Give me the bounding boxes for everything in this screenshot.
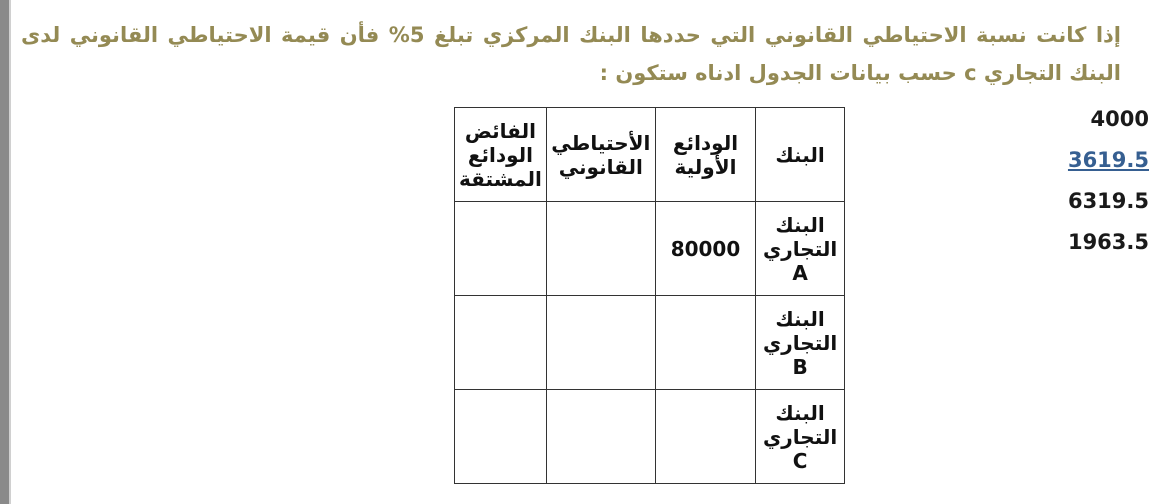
bank-letter: B (792, 354, 808, 379)
cell-bank (756, 390, 845, 484)
cell-excess-derived (455, 390, 547, 484)
cell-initial-deposits (655, 390, 755, 484)
left-border-bar (0, 0, 9, 504)
header-legal-reserve: الأحتياطي القانوني (546, 108, 655, 202)
header-bank: البنك (756, 108, 845, 202)
table-row (455, 296, 845, 390)
answer-options (999, 104, 1149, 268)
cell-initial-deposits: 80000 (655, 202, 755, 296)
header-initial-deposits: الودائع الأولية (655, 108, 755, 202)
bank-letter: C (792, 448, 808, 473)
table-header-row (455, 108, 845, 202)
option-3[interactable]: 6319.5 (1067, 189, 1149, 213)
option-2-selected[interactable]: 3619.5 (1067, 148, 1149, 172)
cell-legal-reserve (546, 390, 655, 484)
cell-excess-derived (455, 296, 547, 390)
header-excess-derived: الفائض الودائع المشتقة (455, 108, 547, 202)
table-row (455, 202, 845, 296)
bank-name: البنك التجاري (762, 306, 838, 355)
bank-name: البنك التجاري (762, 400, 838, 449)
cell-legal-reserve (546, 296, 655, 390)
deposits-table (454, 107, 845, 484)
left-border-highlight (9, 0, 11, 504)
bank-letter: A (792, 260, 808, 285)
bank-name: البنك التجاري (762, 212, 838, 261)
option-4[interactable]: 1963.5 (1067, 230, 1149, 254)
table-row (455, 390, 845, 484)
option-1[interactable]: 4000 (1090, 107, 1149, 131)
question-text: إذا كانت نسبة الاحتياطي القانوني التي حددها البنك المركزي تبلغ 5% فأن قيمة الاحتياطي القانوني لدى البنك التجاري c حسب بيانات الجدول ادناه ستكون : (21, 23, 1121, 85)
cell-excess-derived (455, 202, 547, 296)
cell-initial-deposits (655, 296, 755, 390)
cell-bank (756, 202, 845, 296)
cell-legal-reserve (546, 202, 655, 296)
cell-bank (756, 296, 845, 390)
